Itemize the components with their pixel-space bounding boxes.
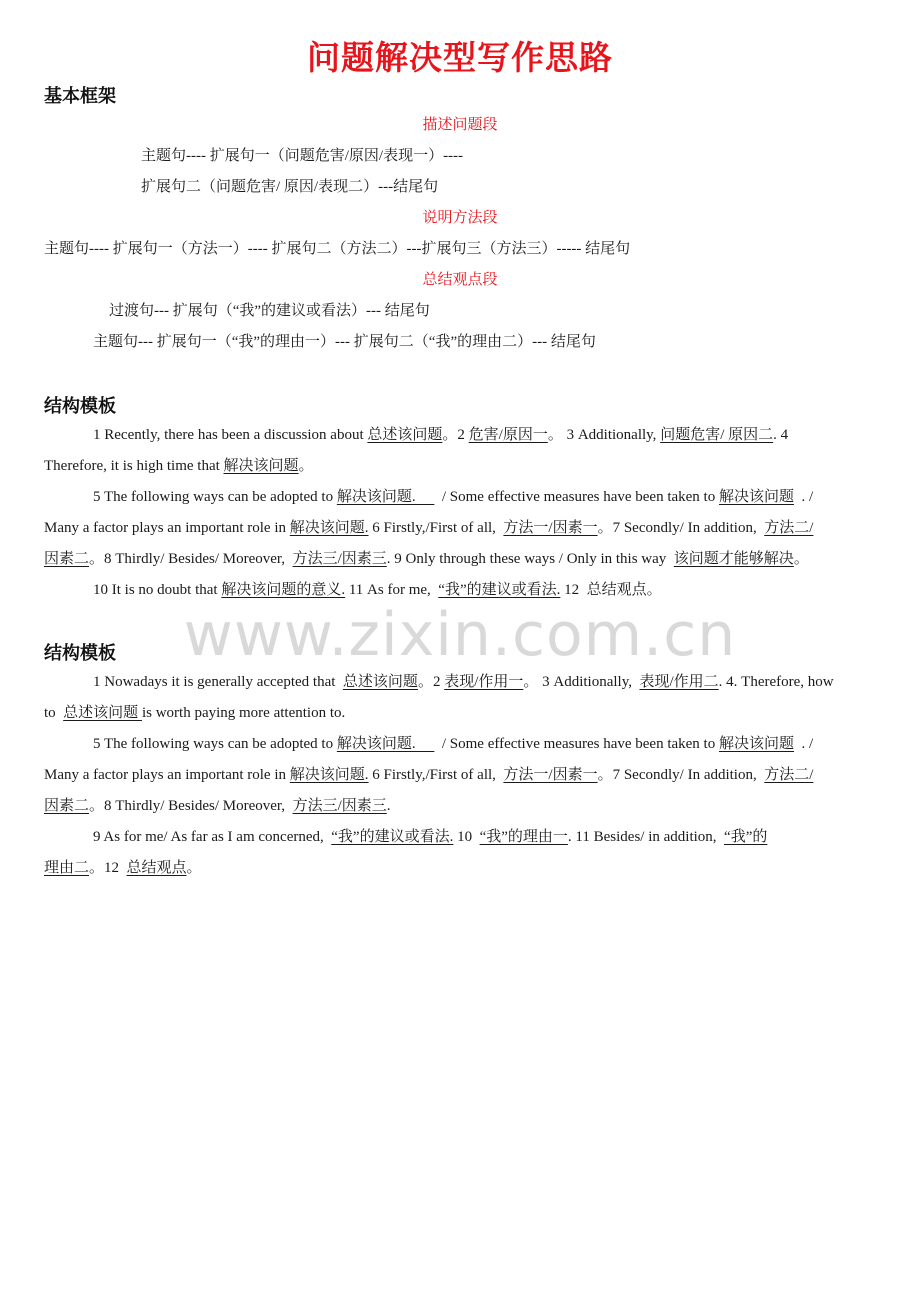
text: 6 Firstly,/First of all, xyxy=(368,520,504,536)
framework-label-describe: 描述问题段 xyxy=(422,117,498,133)
text: / Some effective measures have been taken to xyxy=(434,489,719,505)
section-heading-template-2: 结构模板 xyxy=(44,643,116,664)
text: 。7 Secondly/ In addition, xyxy=(597,767,765,783)
text: 。8 Thirdly/ Besides/ Moreover, xyxy=(89,551,293,567)
text: . 4 xyxy=(773,427,789,443)
framework-summary-line-1: 过渡句--- 扩展句（“我”的建议或看法）--- 结尾句 xyxy=(109,303,430,319)
text: is worth paying more attention to. xyxy=(141,705,346,721)
text: 。 xyxy=(186,860,202,876)
text: 5 The following ways can be adopted to xyxy=(93,736,337,752)
text: . 9 Only through these ways / Only in this way xyxy=(386,551,674,567)
blank-summary: 总述该问题 xyxy=(63,705,142,721)
text: Therefore, it is high time that xyxy=(44,458,224,474)
text: . / xyxy=(794,489,814,505)
text: 1 Recently, there has been a discussion about xyxy=(93,427,368,443)
blank-my-reason-2: 理由二 xyxy=(44,860,90,876)
text: 6 Firstly,/First of all, xyxy=(368,767,504,783)
blank-solvable: 该问题才能够解决 xyxy=(673,551,794,567)
blank-method-2: 因素二 xyxy=(44,551,90,567)
blank-summary: 总述该问题 xyxy=(367,427,443,443)
text: 。7 Secondly/ In addition, xyxy=(597,520,765,536)
page-title: 问题解决型写作思路 xyxy=(307,38,613,77)
text: / Some effective measures have been taken to xyxy=(434,736,719,752)
blank-harm-2: 问题危害/ 原因二 xyxy=(660,427,774,443)
text: 。2 xyxy=(417,674,445,690)
text: 10 It is no doubt that xyxy=(93,582,222,598)
blank-solve: 解决该问题 xyxy=(223,458,299,474)
watermark: www.zixin.com.cn xyxy=(183,600,737,670)
blank-effect-1: 表现/作用一 xyxy=(444,674,524,690)
text: 。2 xyxy=(442,427,469,443)
blank-summary: 总述该问题 xyxy=(342,674,418,690)
template2-line-1 xyxy=(44,672,890,692)
blank-my-reason-2: “我”的 xyxy=(724,829,768,845)
template2-line-3 xyxy=(44,734,890,754)
text: 5 The following ways can be adopted to xyxy=(93,489,337,505)
template2-line-7 xyxy=(44,858,890,878)
framework-describe-line-2: 扩展句二（问题危害/ 原因/表现二）---结尾句 xyxy=(141,179,439,195)
text: . xyxy=(386,798,391,814)
template2-line-5 xyxy=(44,796,890,816)
blank-method-1: 方法一/因素一 xyxy=(503,767,598,783)
template2-line-4 xyxy=(44,765,890,785)
text: 9 As for me/ As far as I am concerned, xyxy=(93,829,332,845)
blank-solve: 解决该问题. xyxy=(289,520,369,536)
text: Many a factor plays an important role in xyxy=(44,520,290,536)
framework-label-summary: 总结观点段 xyxy=(422,272,498,288)
text: 。 xyxy=(298,458,314,474)
blank-method-2: 方法二/ xyxy=(764,520,814,536)
framework-summary-line-2: 主题句--- 扩展句一（“我”的理由一）--- 扩展句二（“我”的理由二）--- 结尾句 xyxy=(93,334,596,350)
section-heading-framework: 基本框架 xyxy=(44,86,116,107)
text: 。 3 Additionally, xyxy=(523,674,640,690)
text: Many a factor plays an important role in xyxy=(44,767,290,783)
template2-line-2 xyxy=(44,703,890,723)
text: 10 xyxy=(453,829,480,845)
blank-harm-1: 危害/原因一 xyxy=(468,427,548,443)
blank-method-2: 因素二 xyxy=(44,798,90,814)
text: 。12 xyxy=(89,860,127,876)
blank-solve: 解决该问题. xyxy=(336,489,435,505)
blank-method-3: 方法三/因素三 xyxy=(292,551,387,567)
blank-effect-2: 表现/作用二 xyxy=(639,674,719,690)
text: . / xyxy=(794,736,814,752)
blank-my-opinion: “我”的建议或看法. xyxy=(438,582,561,598)
blank-solve: 解决该问题. xyxy=(289,767,369,783)
template1-line-4 xyxy=(44,518,890,538)
text: 11 As for me, xyxy=(345,582,439,598)
template1-line-6 xyxy=(44,580,890,600)
template1-line-3 xyxy=(44,487,890,507)
template1-line-2 xyxy=(44,456,890,476)
text: 1 Nowadays it is generally accepted that xyxy=(93,674,343,690)
blank-solve: 解决该问题 xyxy=(718,489,794,505)
text: . 11 Besides/ in addition, xyxy=(567,829,725,845)
blank-conclusion: 总结观点 xyxy=(126,860,187,876)
text: . 4. Therefore, how xyxy=(718,674,834,690)
text: 。8 Thirdly/ Besides/ Moreover, xyxy=(89,798,293,814)
text: 。 xyxy=(793,551,809,567)
framework-describe-line-1: 主题句---- 扩展句一（问题危害/原因/表现一）---- xyxy=(141,148,464,164)
text: 。 3 Additionally, xyxy=(547,427,661,443)
blank-method-2: 方法二/ xyxy=(764,767,814,783)
framework-method-line-1: 主题句---- 扩展句一（方法一）---- 扩展句二（方法二）---扩展句三（方法三）----- 结尾句 xyxy=(44,241,631,257)
section-heading-template-1: 结构模板 xyxy=(44,396,116,417)
text: 12 总结观点。 xyxy=(560,582,662,598)
blank-solve: 解决该问题. xyxy=(336,736,435,752)
template2-line-6 xyxy=(44,827,890,847)
template1-line-1 xyxy=(44,425,890,445)
blank-solve: 解决该问题 xyxy=(718,736,794,752)
blank-method-1: 方法一/因素一 xyxy=(503,520,598,536)
blank-my-reason-1: “我”的理由一 xyxy=(479,829,568,845)
blank-significance: 解决该问题的意义. xyxy=(221,582,346,598)
blank-method-3: 方法三/因素三 xyxy=(292,798,387,814)
template1-line-5 xyxy=(44,549,890,569)
text: to xyxy=(44,705,64,721)
framework-label-method: 说明方法段 xyxy=(422,210,498,226)
blank-my-opinion: “我”的建议或看法. xyxy=(331,829,454,845)
